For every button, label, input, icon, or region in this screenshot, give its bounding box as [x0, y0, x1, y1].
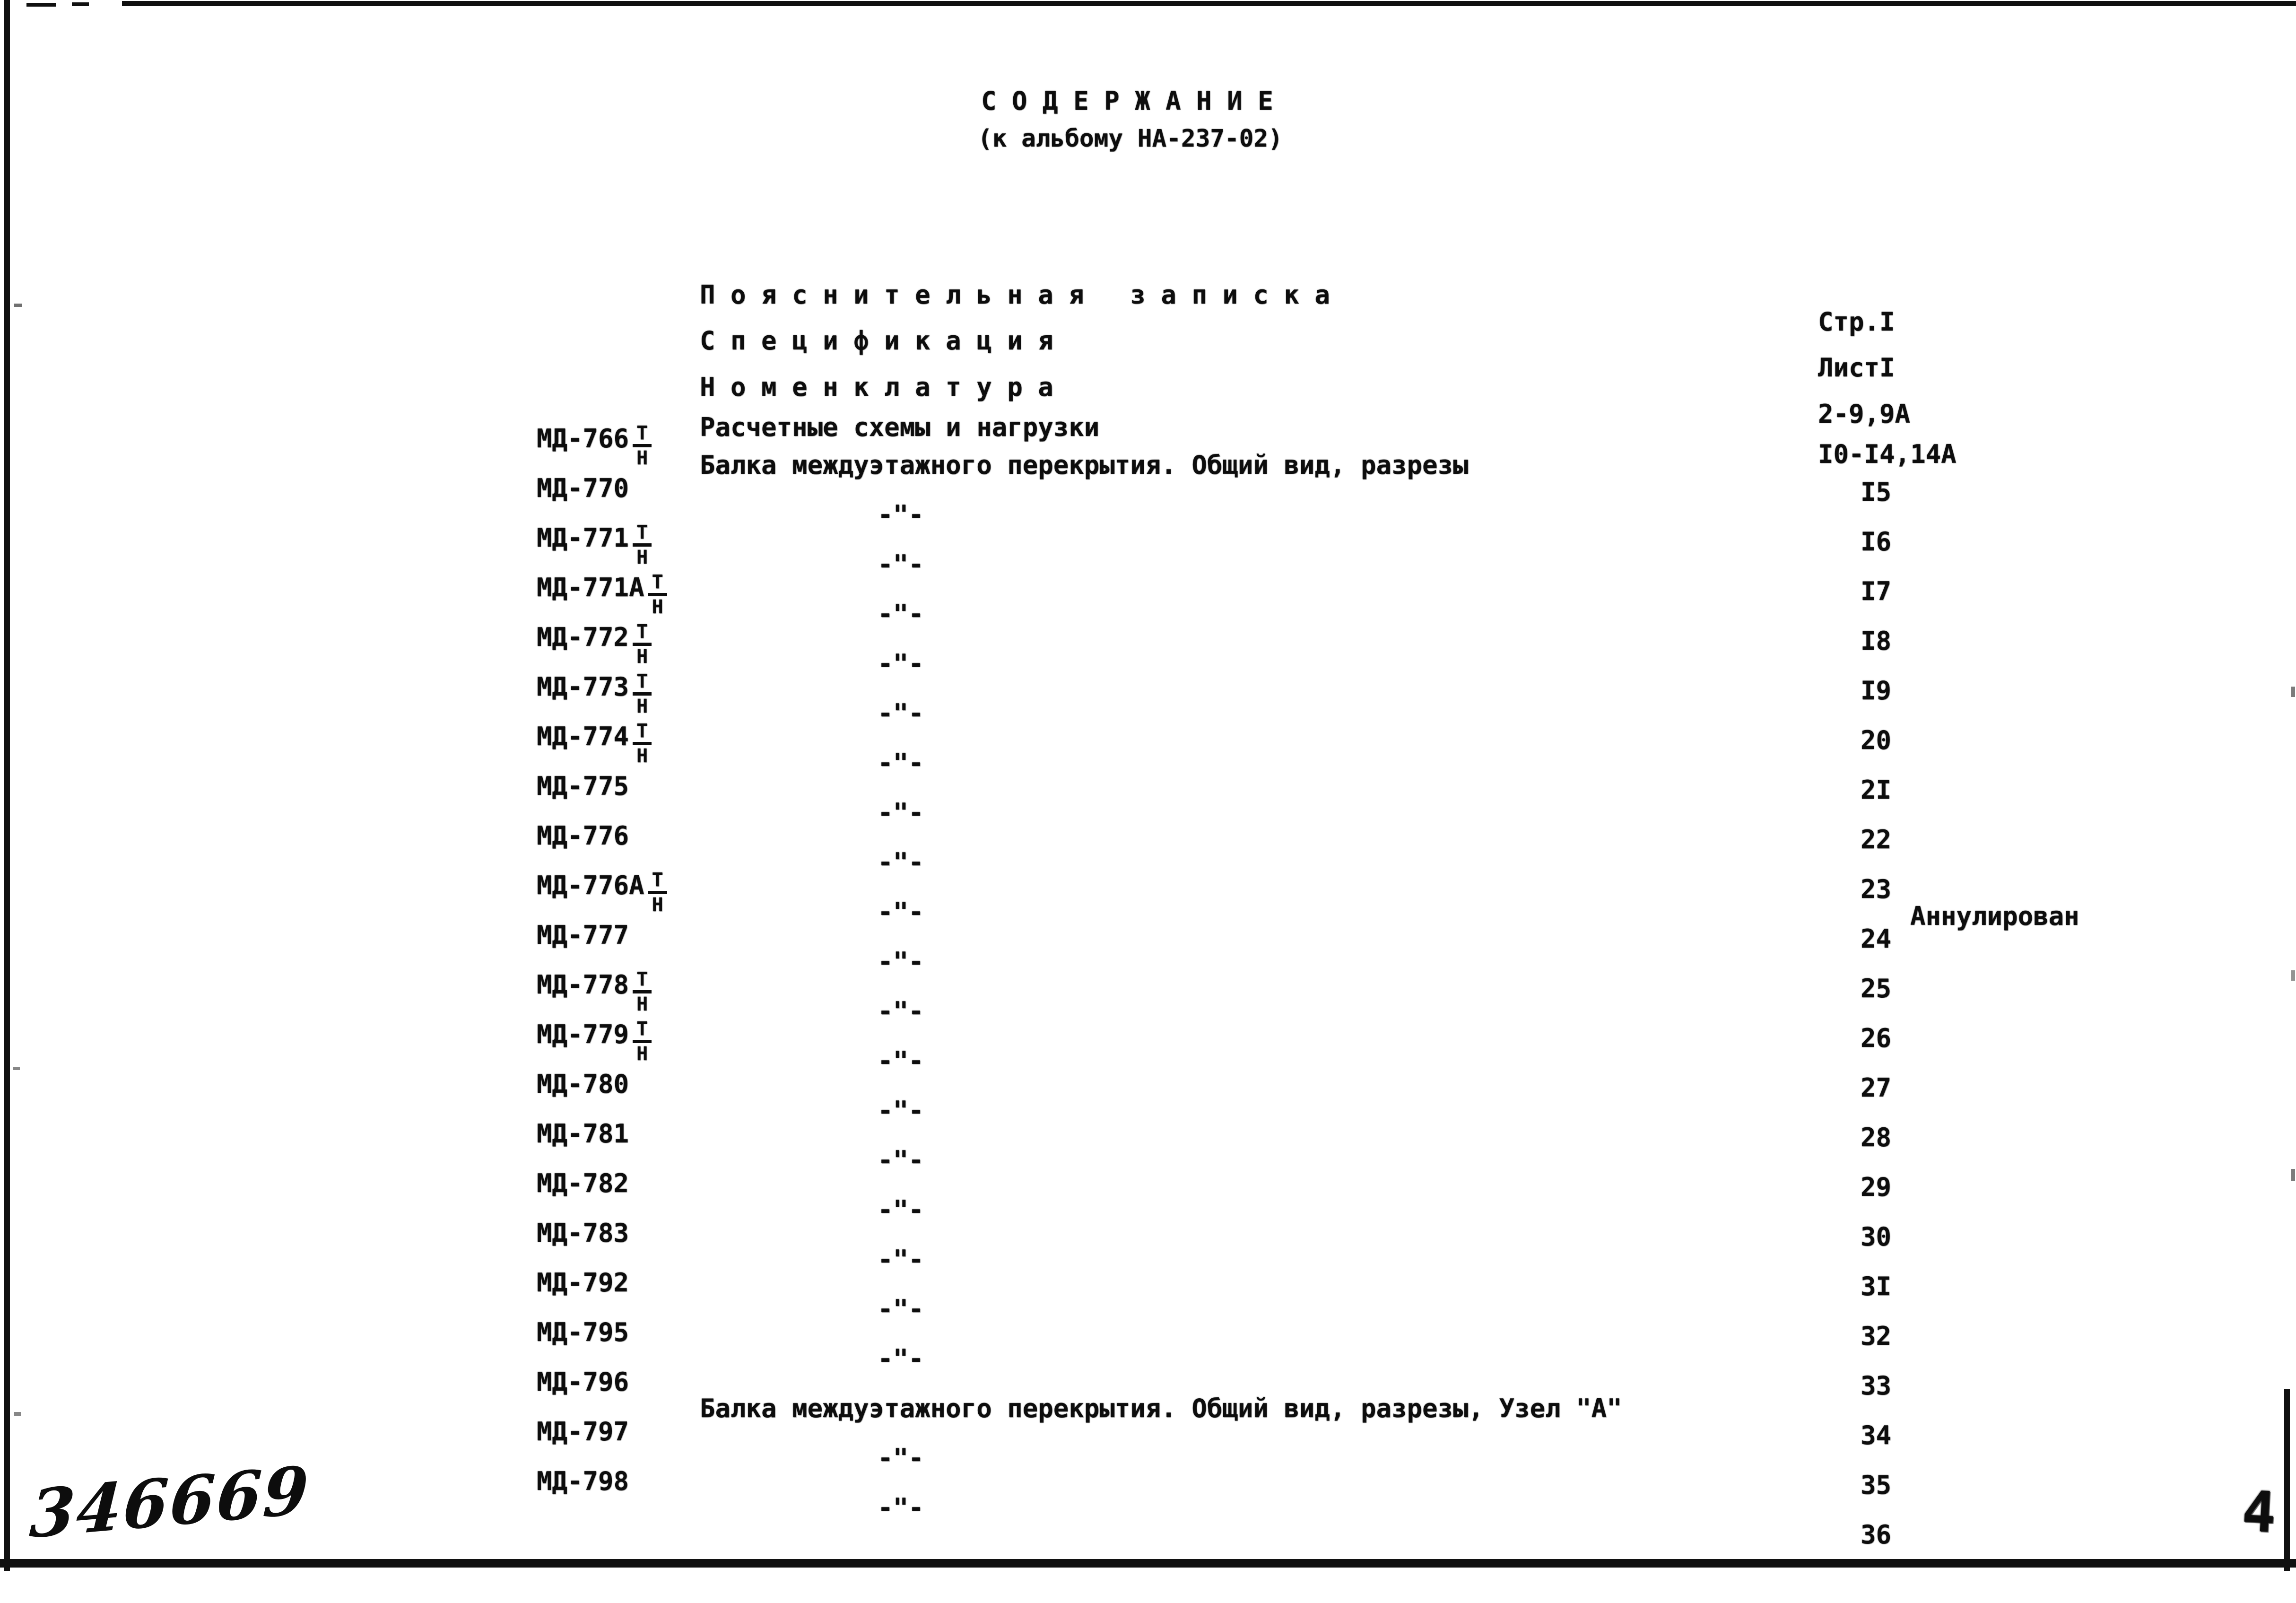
page-number: I8 — [1861, 626, 1892, 656]
handwritten-corner-mark: 4 — [2240, 1478, 2278, 1545]
row-description: -"- — [878, 947, 924, 977]
row-description: -"- — [878, 847, 924, 878]
drawing-code-text: МД-777 — [537, 920, 629, 950]
row-description: -"- — [878, 748, 924, 778]
page-number: I5 — [1861, 477, 1892, 507]
page-number: 3I — [1861, 1272, 1892, 1302]
row-description: -"- — [878, 649, 924, 679]
scan-artifact — [26, 3, 56, 7]
fraction-bottom: Н — [636, 1043, 648, 1065]
page-number: 2-9,9А — [1818, 399, 1911, 429]
toc-row — [0, 274, 2296, 383]
row-description: П о я с н и т е л ь н а я з а п и с к а — [700, 280, 1330, 310]
drawing-code-text: МД-781 — [537, 1118, 629, 1149]
fraction-top: Т — [633, 970, 652, 993]
drawing-code-text: МД-779 — [537, 1019, 629, 1049]
fraction-top: Т — [648, 573, 667, 596]
drawing-code-text: МД-783 — [537, 1218, 629, 1248]
drawing-code-text: МД-792 — [537, 1267, 629, 1298]
row-description: -"- — [878, 996, 924, 1027]
row-description: -"- — [878, 500, 924, 530]
row-description: -"- — [878, 1443, 924, 1473]
row-description: Балка междуэтажного перекрытия. Общий вид, разрезы, Узел "А" — [700, 1394, 1622, 1424]
row-description: -"- — [878, 1294, 924, 1324]
page-number: 36 — [1861, 1520, 1892, 1550]
fraction-top: Т — [633, 722, 652, 745]
toc-row — [0, 228, 2296, 337]
drawing-code-text: МД-771 — [537, 523, 629, 553]
page-number: 24 — [1861, 924, 1892, 954]
fraction-bottom: Н — [652, 596, 663, 618]
fraction-top: Т — [633, 523, 652, 547]
page-number: I9 — [1861, 676, 1892, 706]
row-description: -"- — [878, 698, 924, 729]
drawing-code-text: МД-778 — [537, 969, 629, 1000]
drawing-code-text: МД-796 — [537, 1367, 629, 1397]
row-description: Расчетные схемы и нагрузки — [700, 412, 1100, 443]
row-description: -"- — [878, 1493, 924, 1523]
drawing-code-text: МД-797 — [537, 1416, 629, 1446]
page-number: 32 — [1861, 1321, 1892, 1351]
drawing-code-text: МД-782 — [537, 1168, 629, 1198]
drawing-code-text: МД-798 — [537, 1466, 629, 1496]
drawing-code-text: МД-775 — [537, 771, 629, 801]
row-description: -"- — [878, 897, 924, 927]
handwritten-inventory-number: 346669 — [27, 1451, 312, 1553]
scan-artifact — [72, 2, 89, 6]
page-border-bottom — [0, 1559, 2296, 1568]
fraction-top: Т — [648, 871, 667, 894]
page-number: 27 — [1861, 1073, 1892, 1103]
drawing-code-text: МД-771А — [537, 572, 644, 602]
drawing-code-text: МД-776А — [537, 870, 644, 900]
row-description: -"- — [878, 1344, 924, 1374]
fraction-top: Т — [633, 424, 652, 447]
page-number: 20 — [1861, 725, 1892, 756]
fraction-bottom: Н — [636, 645, 648, 668]
page-number: 22 — [1861, 825, 1892, 855]
page-number: 23 — [1861, 874, 1892, 905]
fraction-bottom: Н — [636, 546, 648, 568]
row-note: Аннулирован — [1910, 901, 2079, 931]
page-number: 28 — [1861, 1123, 1892, 1153]
drawing-code-text: МД-795 — [537, 1317, 629, 1347]
page-border-top — [122, 1, 2296, 6]
row-description: -"- — [878, 798, 924, 828]
fraction-top: Т — [633, 672, 652, 696]
row-description: Н о м е н к л а т у р а — [700, 372, 1053, 402]
row-description: -"- — [878, 1245, 924, 1275]
drawing-code-text: МД-773 — [537, 671, 629, 702]
page-number: I0-I4,14А — [1818, 439, 1957, 470]
page-number: 34 — [1861, 1420, 1892, 1451]
page-number: I6 — [1861, 527, 1892, 557]
page-number: 29 — [1861, 1172, 1892, 1202]
row-description: -"- — [878, 1096, 924, 1126]
page-number: 35 — [1861, 1470, 1892, 1500]
page-number: 26 — [1861, 1023, 1892, 1054]
page-number: 30 — [1861, 1222, 1892, 1252]
page-number: 2I — [1861, 775, 1892, 805]
page-number: Стр.I — [1818, 307, 1895, 337]
page-subtitle: (к альбому НА-237-02) — [978, 125, 1283, 153]
page-number: ЛистI — [1818, 353, 1895, 383]
row-description: Балка междуэтажного перекрытия. Общий вид, разрезы — [700, 450, 1469, 480]
fraction-bottom: Н — [636, 993, 648, 1015]
page-number: I7 — [1861, 576, 1892, 607]
drawing-code-text: МД-772 — [537, 622, 629, 652]
drawing-code-text: МД-774 — [537, 721, 629, 751]
fraction-top: Т — [633, 622, 652, 646]
fraction-top: Т — [633, 1019, 652, 1043]
row-description: -"- — [878, 1195, 924, 1225]
row-description: -"- — [878, 549, 924, 580]
drawing-code-text: МД-766 — [537, 423, 629, 453]
fraction-bottom: Н — [636, 447, 648, 469]
page-number: 25 — [1861, 974, 1892, 1004]
drawing-code — [537, 1468, 629, 1495]
row-description: -"- — [878, 1145, 924, 1176]
drawing-code-text: МД-776 — [537, 820, 629, 851]
drawing-code-text: МД-770 — [537, 473, 629, 503]
fraction-bottom: Н — [636, 695, 648, 717]
fraction-bottom: Н — [636, 745, 648, 767]
row-description: -"- — [878, 1046, 924, 1076]
page-number: 33 — [1861, 1371, 1892, 1401]
row-description: С п е ц и ф и к а ц и я — [700, 326, 1053, 356]
drawing-code-text: МД-780 — [537, 1069, 629, 1099]
page-title: С О Д Е Р Ж А Н И Е — [981, 86, 1273, 116]
row-description: -"- — [878, 599, 924, 629]
fraction-bottom: Н — [652, 894, 663, 916]
